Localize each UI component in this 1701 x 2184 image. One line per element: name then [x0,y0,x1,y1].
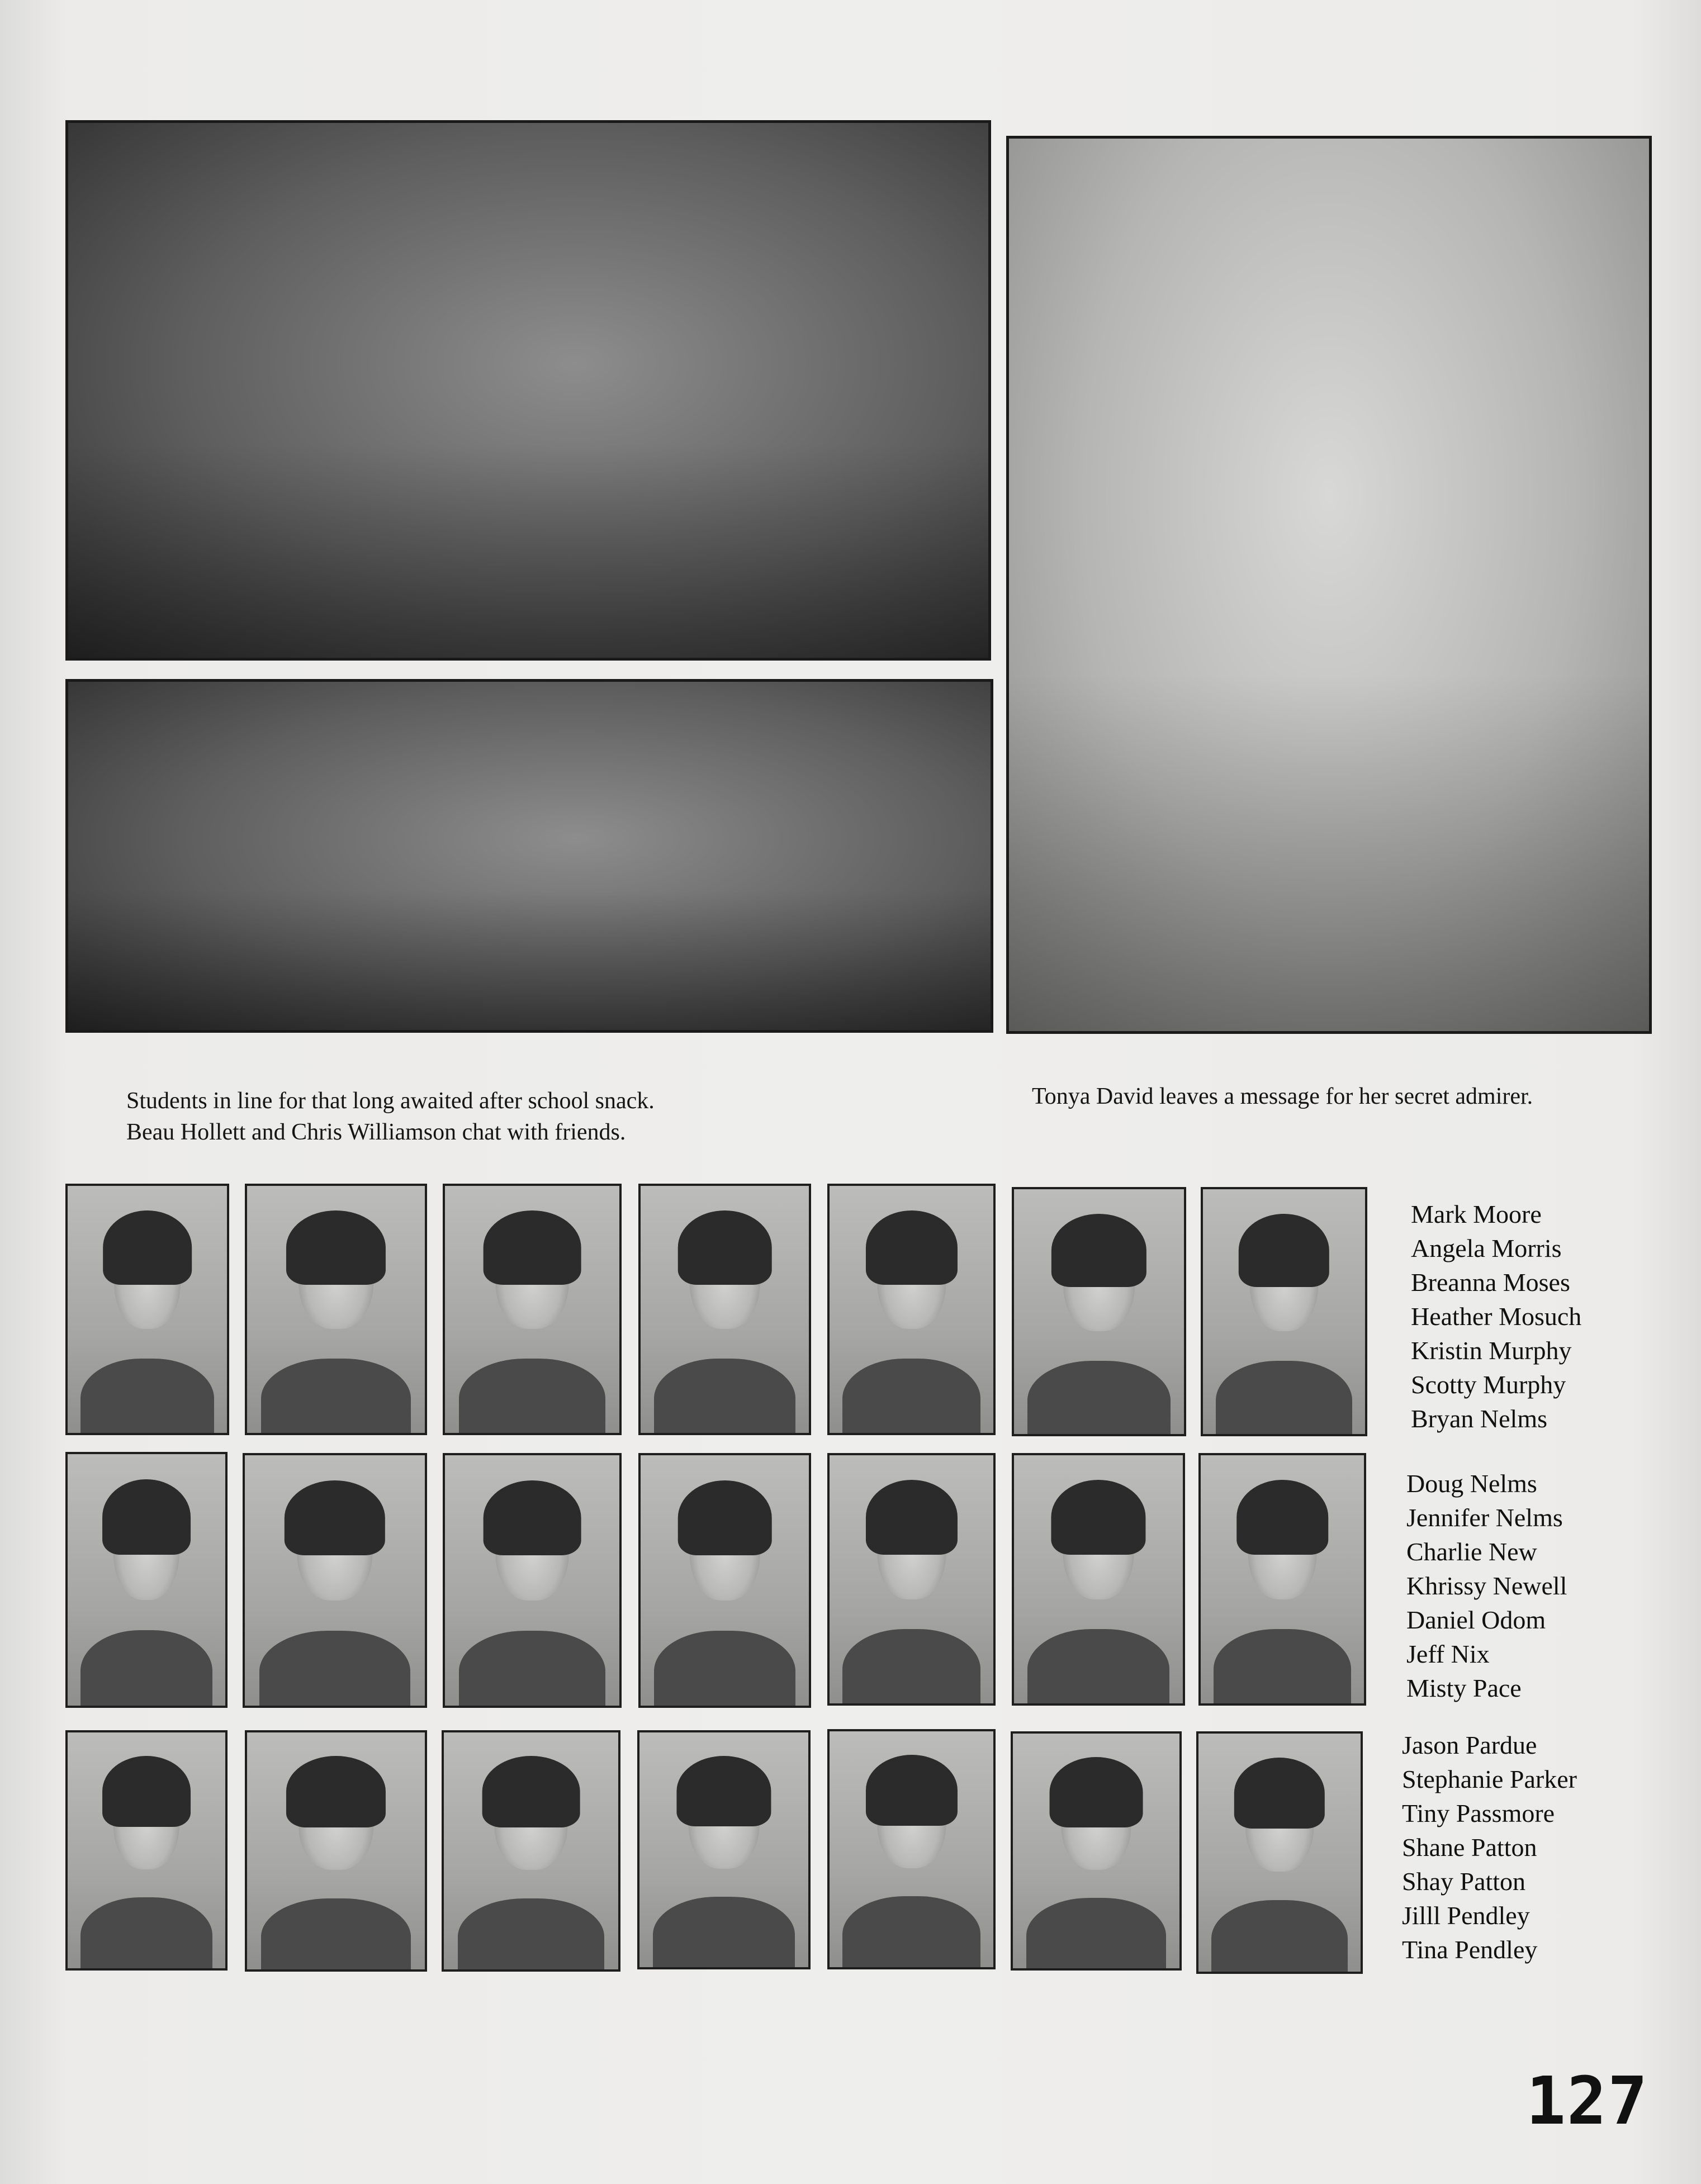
caption-left-line-1: Students in line for that long awaited after school snack. [126,1088,655,1114]
portrait [1201,1187,1367,1436]
student-name: Jennifer Nelms [1406,1503,1563,1532]
student-name: Heather Mosuch [1411,1302,1582,1331]
caption-right: Tonya David leaves a message for her secret admirer. [1032,1084,1533,1109]
portrait [442,1730,620,1972]
student-name: Daniel Odom [1406,1606,1546,1634]
portrait [827,1184,996,1435]
portrait [443,1184,622,1435]
student-name: Jeff Nix [1406,1640,1490,1668]
names-row-3 [1402,1728,1577,1967]
photo-shading [1009,674,1649,1031]
portrait [65,1452,228,1708]
portrait [1196,1731,1363,1974]
portrait [245,1730,427,1972]
photo-shading [68,891,991,1030]
portrait [443,1453,622,1708]
photo-cafeteria-chat [65,679,993,1033]
caption-left-line-2: Beau Hollett and Chris Williamson chat with friends. [126,1119,626,1145]
student-name: Stephanie Parker [1402,1765,1577,1793]
portrait [1012,1453,1185,1706]
student-name: Misty Pace [1406,1674,1522,1702]
student-name: Jilll Pendley [1402,1901,1530,1930]
portrait [827,1729,996,1969]
student-name: Scotty Murphy [1411,1370,1566,1399]
student-name: Shane Patton [1402,1833,1537,1862]
student-name: Tiny Passmore [1402,1799,1555,1827]
student-name: Tina Pendley [1402,1935,1538,1964]
student-name: Angela Morris [1411,1234,1562,1262]
photo-students-in-line [65,120,991,661]
names-row-2 [1406,1466,1567,1705]
photo-shading [68,444,988,658]
portrait [1011,1731,1182,1971]
student-name: Jason Pardue [1402,1731,1537,1759]
portrait [638,1453,811,1708]
student-name: Mark Moore [1411,1200,1542,1228]
student-name: Shay Patton [1402,1867,1526,1896]
portrait [637,1730,811,1969]
portrait [827,1453,996,1706]
student-name: Khrissy Newell [1406,1571,1567,1600]
student-name: Doug Nelms [1406,1469,1537,1498]
portrait [245,1184,427,1435]
student-name: Bryan Nelms [1411,1404,1548,1433]
student-name: Kristin Murphy [1411,1336,1572,1365]
photo-pay-phone [1006,136,1652,1034]
student-name: Breanna Moses [1411,1268,1570,1297]
caption-left [126,1085,655,1148]
portrait [243,1453,427,1708]
portrait [638,1184,811,1435]
page-number: 127 [1526,2062,1649,2139]
portrait [65,1184,229,1435]
portrait [1012,1187,1186,1436]
student-name: Charlie New [1406,1537,1537,1566]
names-row-1 [1411,1197,1581,1436]
portrait [65,1730,228,1971]
portrait [1198,1453,1366,1706]
